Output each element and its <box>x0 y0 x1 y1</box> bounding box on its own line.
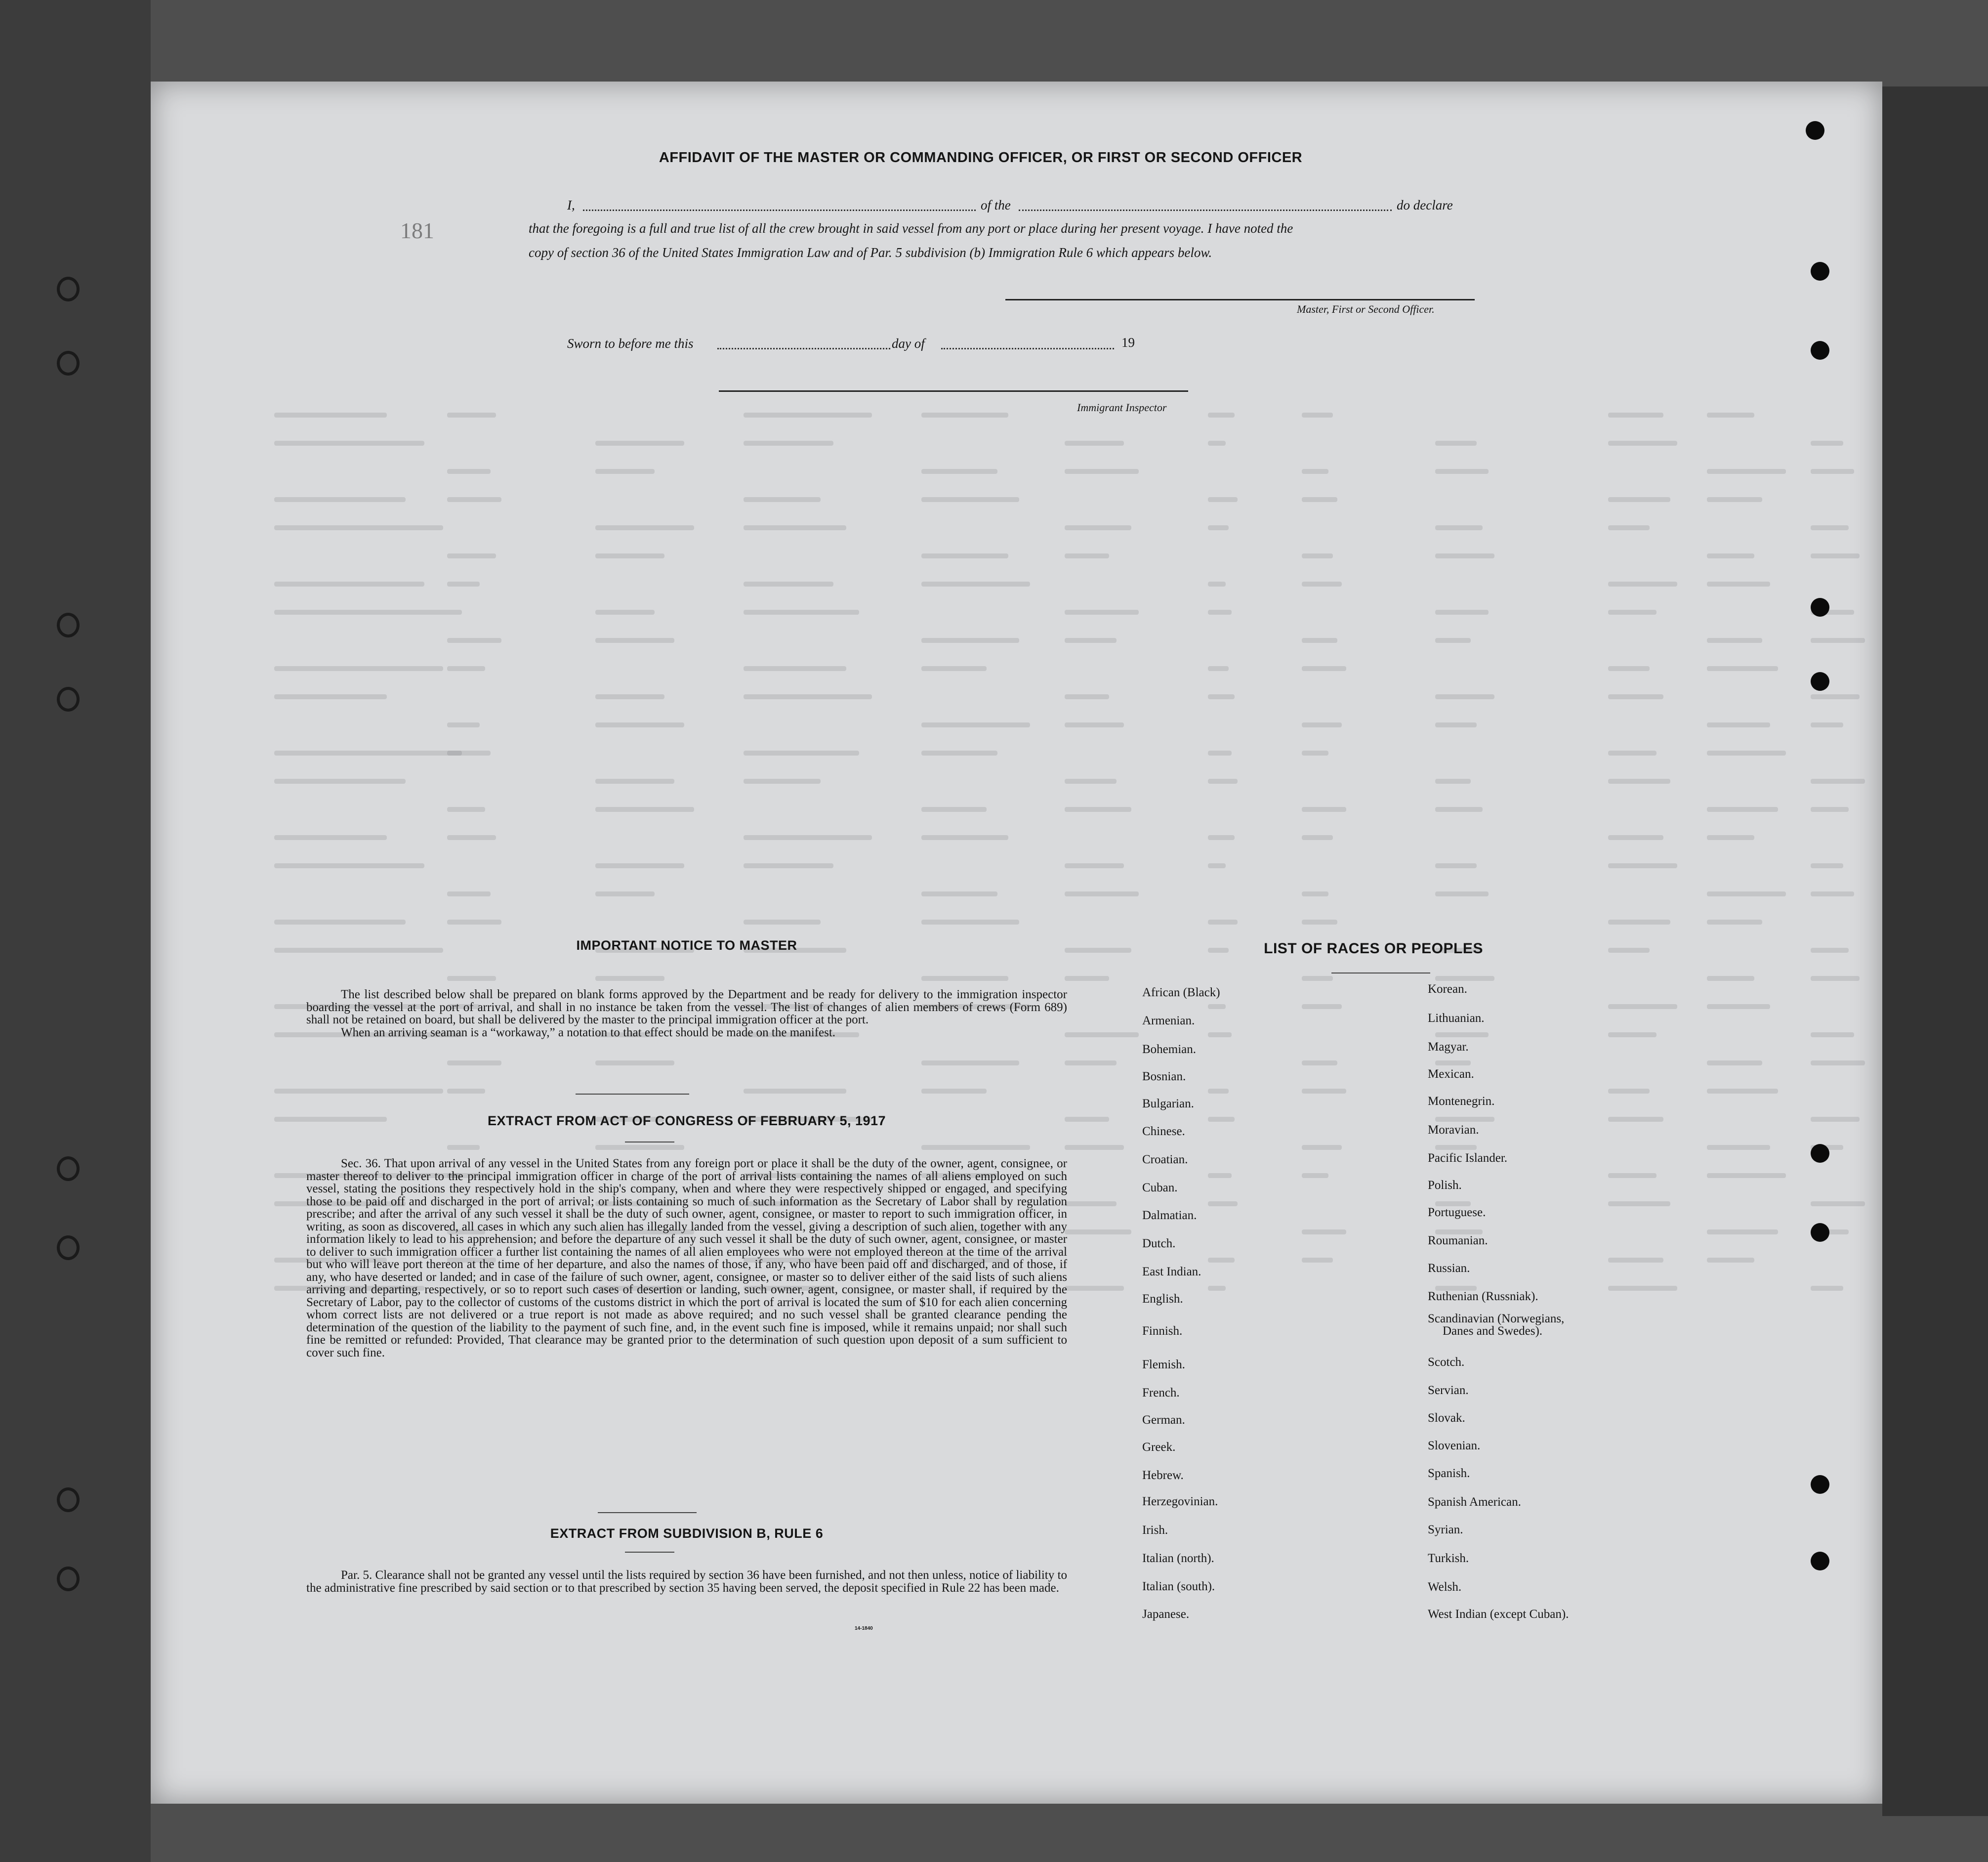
race-item: Cuban. <box>1142 1181 1178 1194</box>
inspector-signature-field[interactable] <box>719 390 1188 392</box>
race-item: Croatian. <box>1142 1153 1188 1166</box>
race-item: Scandinavian (Norwegians, <box>1428 1312 1565 1325</box>
affidavit-line-2: that the foregoing is a full and true list of all the crew brought in said vessel from any port or place during her present voyage. I have noted the <box>529 221 1293 236</box>
race-item: Greek. <box>1142 1440 1176 1454</box>
race-item: Danes and Swedes). <box>1443 1324 1543 1338</box>
race-item: Herzegovinian. <box>1142 1495 1218 1508</box>
punch-hole <box>1811 598 1829 617</box>
binder-ring <box>57 1235 80 1260</box>
divider <box>598 1512 697 1513</box>
races-title: LIST OF RACES OR PEOPLES <box>1264 940 1483 957</box>
race-item: Roumanian. <box>1428 1234 1488 1247</box>
officer-signature-caption: Master, First or Second Officer. <box>1297 303 1435 315</box>
of-the-label: of the <box>981 198 1011 212</box>
year-prefix: 19 <box>1121 335 1135 350</box>
race-item: Hebrew. <box>1142 1469 1184 1482</box>
notice-body <box>306 988 1067 1039</box>
divider <box>576 1094 689 1095</box>
race-item: Pacific Islander. <box>1428 1151 1508 1165</box>
act-body <box>306 1157 1067 1359</box>
race-item: Mexican. <box>1428 1067 1474 1081</box>
race-item: Chinese. <box>1142 1125 1185 1138</box>
punch-hole <box>1811 1475 1829 1494</box>
divider <box>625 1552 674 1553</box>
punch-hole <box>1811 1223 1829 1242</box>
rule-body <box>306 1569 1067 1594</box>
affidavit-line-3: copy of section 36 of the United States Immigration Law and of Par. 5 subdivision (b) Immigration Rule 6 which appears below. <box>529 245 1212 260</box>
notice-title: IMPORTANT NOTICE TO MASTER <box>576 938 797 953</box>
rule-paragraph-5: Par. 5. Clearance shall not be granted any vessel until the lists required by section 36 have been furnished, and not then unless, notice of liability to the administrative fine prescribed by said section or to that prescribed by section 35 having been served, the deposit specified in Rule 22 has been made. <box>306 1568 1067 1595</box>
race-item: Moravian. <box>1428 1123 1479 1137</box>
race-item: Welsh. <box>1428 1580 1462 1594</box>
binder-ring <box>57 1566 80 1591</box>
race-item: Finnish. <box>1142 1324 1183 1338</box>
binder-ring <box>57 351 80 376</box>
race-item: Slovak. <box>1428 1411 1465 1425</box>
race-item: Syrian. <box>1428 1523 1463 1536</box>
race-item: Servian. <box>1428 1384 1469 1397</box>
race-item: Lithuanian. <box>1428 1012 1485 1025</box>
race-item: Bosnian. <box>1142 1070 1186 1083</box>
folio-number: 181 <box>400 218 434 243</box>
punch-hole <box>1811 1144 1829 1163</box>
notice-paragraph-1: The list described below shall be prepared on blank forms approved by the Department and be ready for delivery to the immigration inspector boarding the vessel at the port of arrival, and shall in no instance be taken from the vessel. The list of changes of alien members of crews (Form 689) shall not be retained on board, but shall be delivered by the master to the principal immigration officer at the port. <box>306 988 1067 1026</box>
declarant-label: I, <box>567 198 575 212</box>
declarant-name-field[interactable] <box>583 210 976 211</box>
race-item: Dalmatian. <box>1142 1209 1197 1222</box>
act-section-36: Sec. 36. That upon arrival of any vessel in the United States from any foreign port or place it shall be the duty of the owner, agent, consignee, or master thereof to deliver to the principal immigration officer in charge of the port of arrival lists containing the names of all aliens employed on such vessel, stating the positions they respectively hold in the ship's company, when and where they were respectively shipped or engaged, and specifying those to be paid off and discharged in the port of arrival; or lists containing so much of such information as the Secretary of Labor shall by regulation prescribe; and after the arrival of any such vessel it shall be the duty of such owner, agent, consignee, or master to report to such immigration officer, in writing, as soon as discovered, all cases in which any such alien has illegally landed from the vessel, giving a description of such alien, together with any information likely to lead to his apprehension; and before the departure of any such vessel it shall be the duty of such owner, agent, consignee, or master to deliver to such immigration officer a further list containing the names of all alien employees who were not employed thereon at the time of the arrival but who will leave port thereon at the time of her departure, and also the names of those, if any, who have been paid off and discharged, and of those, if any, who have deserted or landed; and in case of the failure of such owner, agent, consignee, or master so to deliver either of the said lists of such aliens arriving and departing, respectively, or so to report such cases of desertion or landing, such owner, agent, consignee, or master shall, if required by the Secretary of Labor, pay to the collector of customs of the customs district in which the port of arrival is located the sum of $10 for each alien concerning whom correct lists are not delivered or a true report is not made as above required; and no such vessel shall be granted clearance pending the determination of the question of the liability to the payment of such fine, and, in the event such fine is imposed, while it remains unpaid; nor shall such fine be remitted or refunded: Provided, That clearance may be granted prior to the determination of such question upon deposit of a sum sufficient to cover such fine. <box>306 1157 1067 1359</box>
race-item: English. <box>1142 1292 1183 1306</box>
race-item: Italian (north). <box>1142 1552 1214 1565</box>
form-number: 14-1840 <box>855 1626 873 1631</box>
notice-paragraph-2: When an arriving seaman is a “workaway,” a notation to that effect should be made on the manifest. <box>341 1025 836 1039</box>
race-item: Slovenian. <box>1428 1439 1481 1452</box>
race-item: Bohemian. <box>1142 1043 1197 1056</box>
race-item: Armenian. <box>1142 1014 1195 1027</box>
officer-signature-field[interactable] <box>1005 299 1475 300</box>
race-item: Scotch. <box>1428 1355 1465 1369</box>
race-item: Flemish. <box>1142 1358 1185 1371</box>
race-item: Spanish. <box>1428 1467 1470 1480</box>
do-declare-label: do declare <box>1397 198 1453 212</box>
sworn-month-field[interactable] <box>941 348 1114 349</box>
race-item: Irish. <box>1142 1523 1168 1537</box>
punch-hole <box>1811 1552 1829 1570</box>
race-item: Turkish. <box>1428 1552 1469 1565</box>
race-item: Dutch. <box>1142 1237 1176 1250</box>
race-item: French. <box>1142 1386 1180 1399</box>
race-item: African (Black) <box>1142 986 1220 999</box>
rule-title: EXTRACT FROM SUBDIVISION B, RULE 6 <box>550 1526 824 1541</box>
binder-ring <box>57 277 80 301</box>
binder-ring <box>57 613 80 637</box>
race-item: German. <box>1142 1413 1185 1427</box>
race-item: Spanish American. <box>1428 1495 1521 1509</box>
binder-ring <box>57 1487 80 1512</box>
race-item: Portuguese. <box>1428 1206 1486 1219</box>
race-item: Japanese. <box>1142 1608 1190 1621</box>
binding-strip-right <box>1882 86 1988 1816</box>
punch-hole <box>1806 121 1824 140</box>
punch-hole <box>1811 341 1829 360</box>
binder-ring <box>57 1156 80 1181</box>
race-item: Magyar. <box>1428 1040 1469 1054</box>
race-item: Italian (south). <box>1142 1580 1215 1593</box>
race-item: East Indian. <box>1142 1265 1201 1278</box>
punch-hole <box>1811 672 1829 691</box>
race-item: Korean. <box>1428 982 1467 996</box>
race-item: Montenegrin. <box>1428 1095 1495 1108</box>
affidavit-title: AFFIDAVIT OF THE MASTER OR COMMANDING OFFICER, OR FIRST OR SECOND OFFICER <box>659 150 1303 166</box>
race-item: Ruthenian (Russniak). <box>1428 1290 1538 1303</box>
act-title: EXTRACT FROM ACT OF CONGRESS OF FEBRUARY 5, 1917 <box>487 1113 886 1128</box>
race-item: Polish. <box>1428 1179 1462 1192</box>
inspector-caption: Immigrant Inspector <box>1077 401 1167 414</box>
race-item: West Indian (except Cuban). <box>1428 1608 1569 1621</box>
vessel-name-field[interactable] <box>1019 210 1392 211</box>
day-of-label: day of <box>892 336 925 351</box>
divider <box>625 1142 674 1143</box>
punch-hole <box>1811 262 1829 281</box>
race-item: Bulgarian. <box>1142 1097 1194 1110</box>
sworn-day-field[interactable] <box>717 348 890 349</box>
binder-ring <box>57 687 80 712</box>
race-item: Russian. <box>1428 1262 1470 1275</box>
sworn-label: Sworn to before me this <box>567 336 694 351</box>
